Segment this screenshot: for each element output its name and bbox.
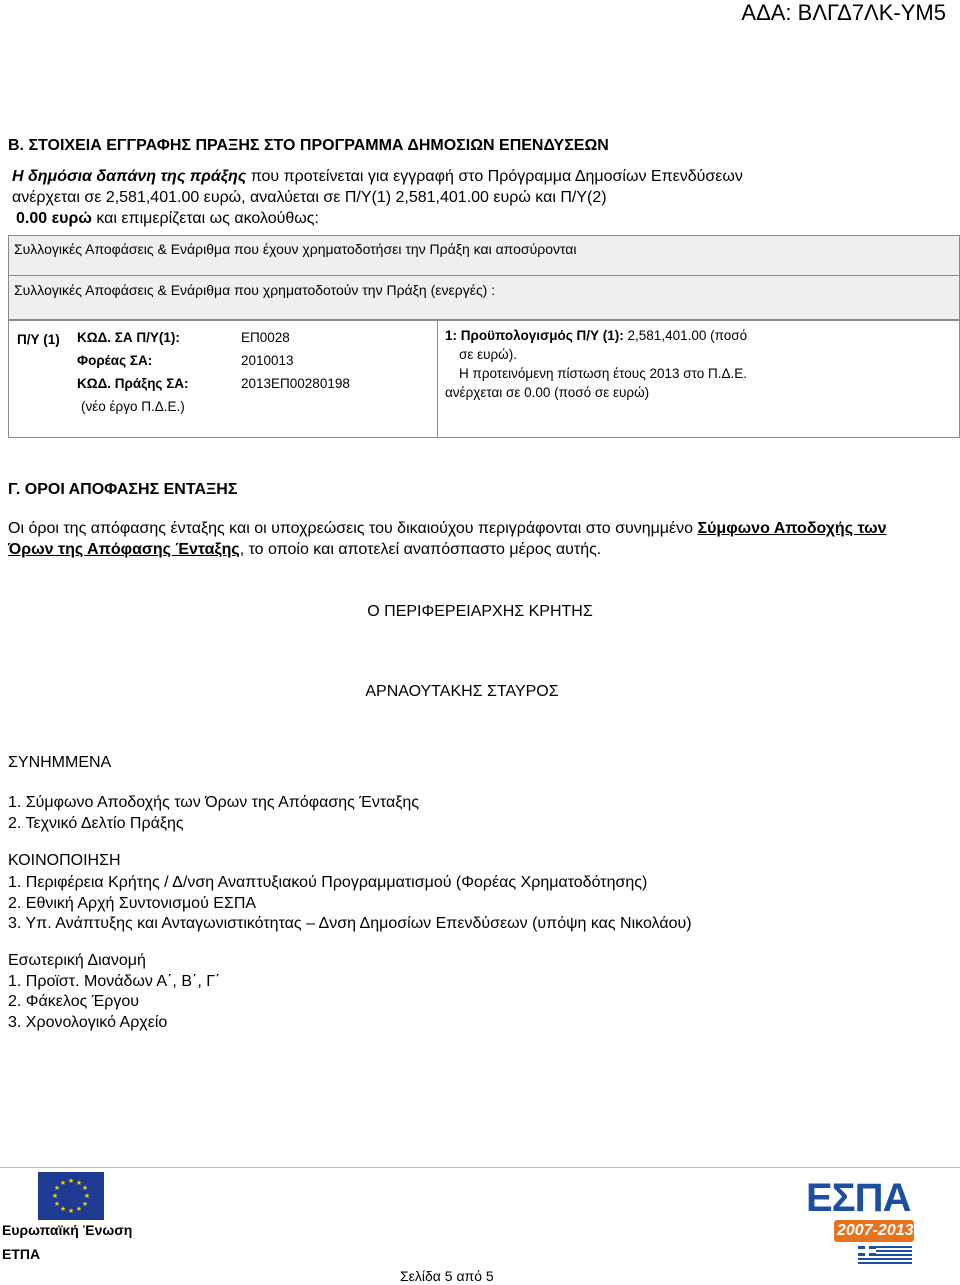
greek-flag-icon: [858, 1246, 912, 1264]
budget-details-table: [8, 319, 960, 438]
paragraph-line-3: [16, 210, 319, 228]
field-code-label: ΚΩΔ. ΣΑ Π/Υ(1):: [77, 330, 180, 345]
page-number: Σελίδα 5 από 5: [400, 1268, 494, 1284]
section-c-title: Γ. ΟΡΟΙ ΑΠΟΦΑΣΗΣ ΕΝΤΑΞΗΣ: [8, 481, 238, 498]
field-agency-value: 2010013: [241, 353, 294, 368]
withdrawn-decisions-row: [8, 235, 960, 277]
eu-flag-icon: [38, 1172, 104, 1220]
notification-item-2: 2. Εθνική Αρχή Συντονισμού ΕΣΠΑ: [8, 895, 257, 912]
section-c-text: , το οποίο και αποτελεί αναπόσπαστο μέρος αυτής.: [239, 541, 602, 558]
svg-text:★: ★: [51, 1192, 59, 1200]
footer-divider: [0, 1167, 960, 1168]
svg-text:★: ★: [53, 1200, 61, 1208]
svg-text:★: ★: [59, 1179, 67, 1187]
budget-line-1-value: 2,581,401.00 (ποσό: [623, 328, 748, 343]
field-agency-label: Φορέας ΣΑ:: [77, 353, 153, 368]
field-project-label: ΚΩΔ. Πράξης ΣΑ:: [77, 376, 189, 391]
field-new-project-note: (νέο έργο Π.Δ.Ε.): [81, 399, 185, 414]
notification-title: ΚΟΙΝΟΠΟΙΗΣΗ: [8, 852, 121, 869]
signature-role: Ο ΠΕΡΙΦΕΡΕΙΑΡΧΗΣ ΚΡΗΤΗΣ: [367, 603, 593, 620]
internal-item-2: 2. Φάκελος Έργου: [8, 993, 140, 1010]
withdrawn-decisions-label: Συλλογικές Αποφάσεις & Ενάριθμα που έχουν χρηματοδοτήσει την Πράξη και αποσύρονται: [14, 241, 577, 257]
svg-text:★: ★: [75, 1179, 83, 1187]
internal-item-1: 1. Προϊστ. Μονάδων Α΄, Β΄, Γ΄: [8, 973, 221, 990]
paragraph-line-2: ανέρχεται σε 2,581,401.00 ευρώ, αναλύεται σε Π/Υ(1) 2,581,401.00 ευρώ και Π/Υ(2): [12, 189, 607, 206]
section-c-text: Οι όροι της απόφασης ένταξης και οι υποχρεώσεις του δικαιούχου περιγράφονται στο συνημμένο: [8, 520, 698, 537]
paragraph-text: και επιμερίζεται ως ακολούθως:: [91, 210, 319, 227]
notification-item-1: 1. Περιφέρεια Κρήτης / Δ/νση Αναπτυξιακού Προγραμματισμού (Φορέας Χρηματοδότησης): [8, 874, 648, 891]
espa-logo-text: ΕΣΠΑ: [806, 1176, 911, 1220]
field-project-value: 2013ΕΠ00280198: [241, 376, 350, 391]
budget-line-1-label: 1: Προϋπολογισμός Π/Υ (1):: [445, 328, 624, 343]
budget-line-1: [445, 328, 747, 343]
espa-years: 2007-2013: [837, 1222, 914, 1239]
svg-text:★: ★: [67, 1207, 75, 1215]
erdf-label: ΕΤΠΑ: [2, 1246, 41, 1262]
svg-text:★: ★: [83, 1192, 91, 1200]
active-decisions-row: [8, 275, 960, 321]
paragraph-line-1: [12, 168, 743, 186]
budget-line-4: ανέρχεται σε 0.00 (ποσό σε ευρώ): [445, 385, 650, 400]
budget-line-2: σε ευρώ).: [459, 347, 517, 362]
notification-item-3: 3. Υπ. Ανάπτυξης και Ανταγωνιστικότητας – Δνση Δημοσίων Επενδύσεων (υπόψη κας Νικολάου): [8, 915, 692, 932]
public-expense-label: Η δημόσια δαπάνη της πράξης: [12, 168, 247, 185]
signature-name: ΑΡΝΑΟΥΤΑΚΗΣ ΣΤΑΥΡΟΣ: [365, 683, 559, 700]
document-code: ΑΔΑ: ΒΛΓΔ7ΛΚ-ΥΜ5: [741, 0, 946, 25]
section-b-title: Β. ΣΤΟΙΧΕΙΑ ΕΓΓΡΑΦΗΣ ΠΡΑΞΗΣ ΣΤΟ ΠΡΟΓΡΑΜΜΑ ΔΗΜΟΣΙΩΝ ΕΠΕΝΔΥΣΕΩΝ: [8, 137, 609, 154]
field-code-value: ΕΠ0028: [241, 330, 290, 345]
svg-text:★: ★: [81, 1184, 89, 1192]
budget-label: Π/Υ (1): [17, 332, 60, 347]
attachment-item-1: 1. Σύμφωνο Αποδοχής των Όρων της Απόφασης Ένταξης: [8, 794, 419, 811]
eu-label: Ευρωπαϊκή Ένωση: [2, 1222, 133, 1238]
espa-logo: [804, 1176, 924, 1266]
paragraph-text: που προτείνεται για εγγραφή στο Πρόγραμμα Δημοσίων Επενδύσεων: [246, 168, 743, 185]
attachments-title: ΣΥΝΗΜΜΕΝΑ: [8, 754, 112, 771]
internal-item-3: 3. Χρονολογικό Αρχείο: [8, 1014, 168, 1031]
section-c-line-2: [8, 541, 601, 559]
svg-text:★: ★: [67, 1177, 75, 1185]
acceptance-agreement-link[interactable]: Σύμφωνο Αποδοχής των: [697, 520, 887, 537]
svg-text:★: ★: [81, 1200, 89, 1208]
section-c-line-1: [8, 520, 887, 538]
svg-text:★: ★: [75, 1205, 83, 1213]
attachment-item-2: 2. Τεχνικό Δελτίο Πράξης: [8, 815, 184, 832]
acceptance-agreement-link-cont[interactable]: Όρων της Απόφασης Ένταξης: [8, 541, 240, 558]
amount-bold: 0.00 ευρώ: [16, 210, 92, 227]
internal-distribution-title: Εσωτερική Διανομή: [8, 952, 146, 969]
active-decisions-label: Συλλογικές Αποφάσεις & Ενάριθμα που χρηματοδοτούν την Πράξη (ενεργές) :: [14, 282, 496, 298]
svg-text:★: ★: [59, 1205, 67, 1213]
svg-text:★: ★: [53, 1184, 61, 1192]
table-divider: [437, 320, 438, 437]
budget-line-3: Η προτεινόμενη πίστωση έτους 2013 στο Π.Δ.Ε.: [459, 366, 747, 381]
